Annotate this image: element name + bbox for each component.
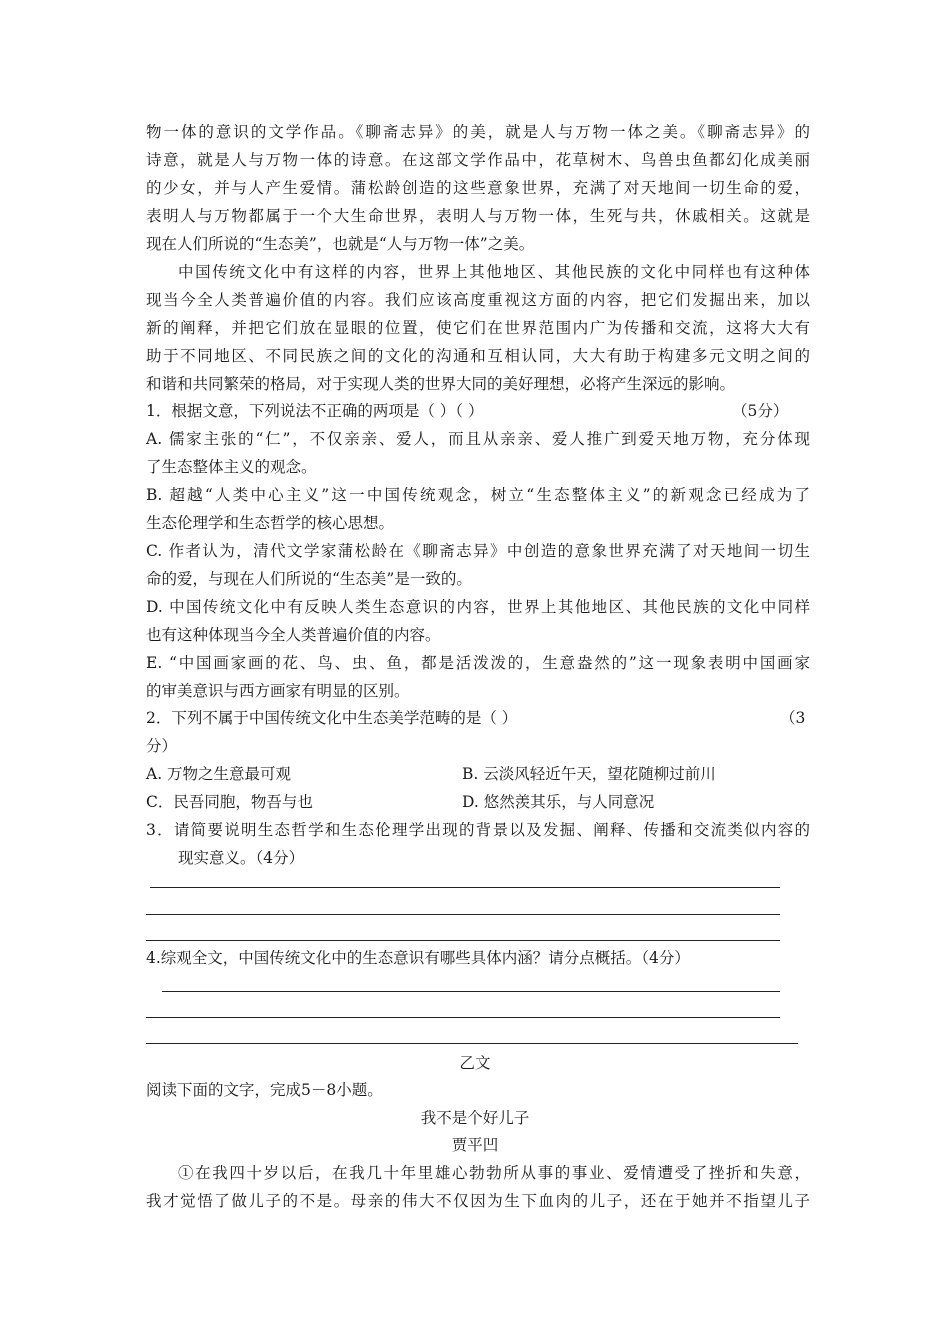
passage-line: 现当今全人类普遍价值的内容。我们应该高度重视这方面的内容，把它们发掘出来，加以 bbox=[146, 291, 810, 309]
question-1-option-d-cont: 也有这种体现当今全人类普遍价值的内容。 bbox=[146, 626, 441, 644]
article-line: ①在我四十岁以后，在我几十年里雄心勃勃所从事的事业、爱情遭受了挫折和失意， bbox=[178, 1164, 810, 1182]
answer-line[interactable] bbox=[162, 991, 780, 992]
question-1-option-a: A. 儒家主张的“仁”，不仅亲亲、爱人，而且从亲亲、爱人推广到爱天地万物，充分体现 bbox=[146, 430, 810, 448]
passage-line: 中国传统文化中有这样的内容，世界上其他地区、其他民族的文化中同样也有这种体 bbox=[178, 263, 810, 281]
answer-line[interactable] bbox=[146, 914, 780, 915]
section-instruction: 阅读下面的文字，完成5－8小题。 bbox=[146, 1081, 383, 1099]
question-1-option-c: C. 作者认为，清代文学家蒲松龄在《聊斋志异》中创造的意象世界充满了对天地间一切生 bbox=[146, 542, 810, 560]
passage-line: 和谐和共同繁荣的格局，对于实现人类的世界大同的美好理想，必将产生深远的影响。 bbox=[146, 375, 736, 393]
question-1-option-d: D. 中国传统文化中有反映人类生态意识的内容，世界上其他地区、其他民族的文化中同样 bbox=[146, 598, 810, 616]
passage-line: 助于不同地区、不同民族之间的文化的沟通和互相认同，大大有助于构建多元文明之间的 bbox=[146, 347, 810, 365]
question-2-score-cont: 分） bbox=[146, 737, 178, 755]
question-2-option-b: B. 云淡风轻近午天，望花随柳过前川 bbox=[462, 765, 716, 783]
answer-line[interactable] bbox=[150, 887, 780, 888]
section-heading: 乙文 bbox=[459, 1054, 491, 1072]
question-1-option-b-cont: 生态伦理学和生态哲学的核心思想。 bbox=[146, 514, 395, 532]
question-2-stem: 2．下列不属于中国传统文化中生态美学范畴的是（ ） bbox=[146, 709, 518, 727]
question-1-option-b: B. 超越“人类中心主义”这一中国传统观念，树立“生态整体主义”的新观念已经成为了 bbox=[146, 486, 810, 504]
question-1-score: （5分） bbox=[732, 402, 789, 420]
question-1-option-c-cont: 命的爱，与现在人们所说的“生态美”是一致的。 bbox=[146, 570, 472, 588]
question-3-stem: 3．请简要说明生态哲学和生态伦理学出现的背景以及发掘、阐释、传播和交流类似内容的 bbox=[146, 821, 810, 839]
passage-line: 诗意，就是人与万物一体的诗意。在这部文学作品中，花草树木、鸟兽虫鱼都幻化成美丽 bbox=[146, 151, 810, 169]
passage-line: 新的阐释，并把它们放在显眼的位置，使它们在世界范围内广为传播和交流，这将大大有 bbox=[146, 319, 810, 337]
passage-line: 表明人与万物都属于一个大生命世界，表明人与万物一体，生死与共，休戚相关。这就是 bbox=[146, 207, 810, 225]
question-1-option-e-cont: 的审美意识与西方画家有明显的区别。 bbox=[146, 682, 410, 700]
question-3-stem-cont: 现实意义。（4分） bbox=[178, 849, 305, 867]
passage-line: 现在人们所说的“生态美”，也就是“人与万物一体”之美。 bbox=[146, 235, 535, 253]
question-1-option-a-cont: 了生态整体主义的观念。 bbox=[146, 458, 317, 476]
question-4-stem: 4.综观全文，中国传统文化中的生态意识有哪些具体内涵？请分点概括。（4分） bbox=[146, 949, 690, 967]
answer-line[interactable] bbox=[146, 1017, 780, 1018]
article-title: 我不是个好儿子 bbox=[420, 1109, 530, 1127]
question-1-option-e: E. “中国画家画的花、鸟、虫、鱼，都是活泼泼的，生意盎然的”这一现象表明中国画家 bbox=[146, 654, 810, 672]
article-line: 我才觉悟了做儿子的不是。母亲的伟大不仅因为生下血肉的儿子，还在于她并不指望儿子 bbox=[146, 1192, 810, 1210]
question-2-option-d: D. 悠然羡其乐，与人同意况 bbox=[462, 793, 655, 811]
question-2-score: （3 bbox=[780, 709, 806, 727]
question-1-stem: 1．根据文意，下列说法不正确的两项是（ ）（ ） bbox=[146, 402, 484, 420]
answer-line[interactable] bbox=[146, 1043, 798, 1044]
answer-line[interactable] bbox=[146, 940, 780, 941]
passage-line: 物一体的意识的文学作品。《聊斋志异》的美，就是人与万物一体之美。《聊斋志异》的 bbox=[146, 123, 810, 141]
article-author: 贾平凹 bbox=[451, 1136, 499, 1154]
question-2-option-a: A. 万物之生意最可观 bbox=[146, 765, 292, 783]
question-2-option-c: C．民吾同胞，物吾与也 bbox=[146, 793, 313, 811]
passage-line: 的少女，并与人产生爱情。蒲松龄创造的这些意象世界，充满了对天地间一切生命的爱， bbox=[146, 179, 810, 197]
